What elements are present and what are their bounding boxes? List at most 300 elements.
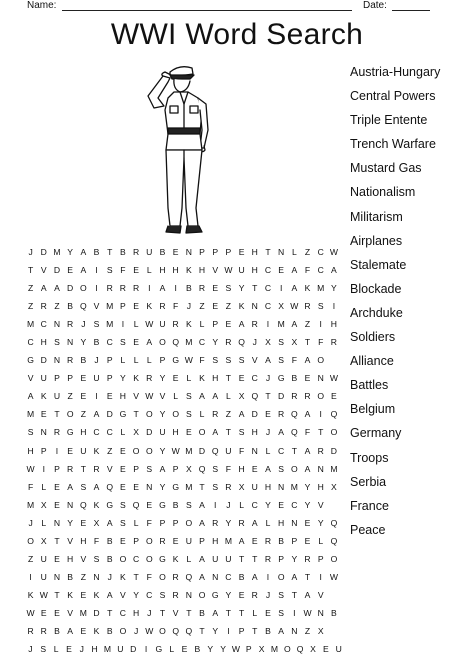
grid-letter[interactable]: Q — [291, 427, 298, 438]
grid-letter[interactable]: N — [251, 445, 258, 456]
grid-letter[interactable]: W — [290, 301, 299, 312]
grid-letter[interactable]: X — [185, 463, 192, 474]
grid-letter[interactable]: Z — [67, 391, 73, 402]
grid-letter[interactable]: T — [225, 427, 232, 438]
grid-letter[interactable]: V — [106, 463, 113, 474]
grid-letter[interactable]: N — [146, 481, 153, 492]
grid-letter[interactable]: I — [319, 571, 322, 582]
grid-letter[interactable]: B — [106, 553, 113, 564]
grid-letter[interactable]: X — [331, 481, 337, 492]
grid-letter[interactable]: E — [304, 535, 311, 546]
grid-letter[interactable]: P — [54, 373, 60, 384]
grid-letter[interactable]: J — [133, 625, 139, 636]
grid-letter[interactable]: P — [238, 625, 245, 636]
grid-letter[interactable]: X — [258, 644, 265, 655]
grid-letter[interactable]: A — [251, 517, 258, 528]
grid-letter[interactable]: T — [252, 553, 258, 564]
grid-letter[interactable]: Y — [225, 517, 232, 528]
grid-letter[interactable]: S — [40, 644, 47, 655]
grid-letter[interactable]: Y — [317, 517, 324, 528]
grid-letter[interactable]: E — [106, 391, 113, 402]
grid-letter[interactable]: P — [133, 463, 139, 474]
grid-letter[interactable]: E — [304, 517, 311, 528]
grid-letter[interactable]: Q — [185, 625, 193, 636]
grid-letter[interactable]: E — [54, 607, 60, 618]
grid-letter[interactable]: O — [145, 445, 153, 456]
grid-letter[interactable]: B — [67, 571, 74, 582]
grid-letter[interactable]: D — [198, 445, 206, 456]
grid-letter[interactable]: C — [225, 571, 232, 582]
grid-letter[interactable]: V — [317, 499, 324, 510]
grid-letter[interactable]: Y — [212, 337, 219, 348]
grid-letter[interactable]: M — [330, 463, 338, 474]
grid-letter[interactable]: U — [53, 391, 61, 402]
grid-letter[interactable]: P — [40, 445, 47, 456]
grid-letter[interactable]: G — [155, 644, 163, 655]
grid-letter[interactable]: S — [93, 553, 100, 564]
grid-letter[interactable]: E — [212, 283, 219, 294]
grid-letter[interactable]: E — [146, 499, 153, 510]
grid-letter[interactable]: P — [120, 301, 126, 312]
grid-letter[interactable]: N — [278, 247, 285, 257]
grid-letter[interactable]: N — [53, 355, 61, 366]
grid-letter[interactable]: A — [238, 535, 245, 546]
grid-letter[interactable]: E — [67, 445, 74, 456]
grid-letter[interactable]: E — [185, 427, 192, 438]
grid-letter[interactable]: F — [120, 265, 126, 276]
grid-letter[interactable]: S — [278, 463, 285, 474]
grid-letter[interactable]: A — [291, 571, 298, 582]
grid-letter[interactable]: K — [67, 589, 74, 600]
grid-letter[interactable]: T — [107, 247, 113, 257]
grid-letter[interactable]: I — [42, 463, 45, 474]
grid-letter[interactable]: O — [330, 427, 338, 438]
grid-letter[interactable]: C — [27, 337, 34, 348]
grid-letter[interactable]: U — [159, 427, 166, 438]
grid-letter[interactable]: E — [40, 607, 47, 618]
grid-letter[interactable]: X — [40, 499, 47, 510]
grid-letter[interactable]: P — [317, 553, 324, 564]
grid-letter[interactable]: Y — [331, 283, 337, 294]
grid-letter[interactable]: R — [67, 319, 74, 330]
grid-letter[interactable]: A — [199, 553, 205, 564]
grid-letter[interactable]: A — [54, 283, 60, 294]
grid-letter[interactable]: L — [226, 391, 231, 402]
grid-letter[interactable]: F — [291, 355, 297, 366]
grid-letter[interactable]: A — [106, 517, 113, 528]
grid-letter[interactable]: A — [199, 499, 205, 510]
grid-letter[interactable]: V — [251, 355, 258, 366]
grid-letter[interactable]: W — [145, 625, 154, 636]
grid-letter[interactable]: R — [264, 553, 272, 564]
grid-letter[interactable]: M — [106, 319, 114, 330]
grid-letter[interactable]: V — [27, 373, 34, 384]
grid-letter[interactable]: R — [317, 445, 324, 456]
grid-letter[interactable]: M — [185, 337, 193, 348]
grid-letter[interactable]: W — [231, 644, 240, 655]
grid-letter[interactable]: L — [133, 517, 139, 528]
grid-letter[interactable]: H — [278, 517, 285, 528]
date-write-line[interactable] — [392, 10, 430, 11]
grid-letter[interactable]: O — [159, 337, 166, 348]
grid-letter[interactable]: Y — [80, 337, 87, 348]
grid-letter[interactable]: Q — [80, 301, 87, 312]
grid-letter[interactable]: Q — [296, 644, 304, 655]
grid-letter[interactable]: R — [238, 517, 245, 528]
grid-letter[interactable]: E — [54, 499, 60, 510]
grid-letter[interactable]: S — [146, 463, 153, 474]
grid-letter[interactable]: W — [26, 607, 35, 618]
grid-letter[interactable]: E — [66, 644, 72, 655]
grid-letter[interactable]: G — [211, 589, 219, 600]
grid-letter[interactable]: D — [330, 445, 338, 456]
grid-letter[interactable]: V — [317, 589, 324, 600]
grid-letter[interactable]: W — [145, 319, 154, 330]
grid-letter[interactable]: X — [40, 535, 47, 546]
grid-letter[interactable]: L — [146, 355, 152, 366]
grid-letter[interactable]: K — [146, 301, 153, 312]
grid-letter[interactable]: K — [133, 373, 139, 384]
grid-letter[interactable]: H — [264, 481, 272, 492]
grid-letter[interactable]: A — [146, 337, 153, 348]
grid-letter[interactable]: I — [29, 571, 32, 582]
grid-letter[interactable]: C — [291, 499, 298, 510]
grid-letter[interactable]: I — [214, 499, 217, 510]
grid-letter[interactable]: M — [277, 319, 285, 330]
grid-letter[interactable]: R — [304, 301, 311, 312]
grid-letter[interactable]: B — [106, 535, 113, 546]
grid-letter[interactable]: N — [67, 337, 74, 348]
grid-letter[interactable]: T — [107, 607, 113, 618]
grid-letter[interactable]: U — [40, 553, 47, 564]
grid-letter[interactable]: I — [227, 625, 230, 636]
grid-letter[interactable]: R — [159, 535, 166, 546]
grid-letter[interactable]: N — [291, 517, 298, 528]
grid-letter[interactable]: S — [185, 499, 192, 510]
grid-letter[interactable]: O — [317, 391, 325, 402]
grid-letter[interactable]: J — [107, 571, 112, 582]
grid-letter[interactable]: E — [172, 535, 179, 546]
grid-letter[interactable]: S — [238, 427, 245, 438]
grid-letter[interactable]: M — [79, 607, 87, 618]
grid-letter[interactable]: T — [199, 481, 205, 492]
grid-letter[interactable]: Z — [27, 283, 34, 294]
grid-letter[interactable]: A — [278, 427, 285, 438]
grid-letter[interactable]: R — [212, 409, 219, 420]
grid-letter[interactable]: V — [212, 265, 219, 276]
grid-letter[interactable]: Y — [265, 499, 271, 510]
grid-letter[interactable]: H — [40, 337, 47, 348]
grid-letter[interactable]: E — [120, 463, 126, 474]
grid-letter[interactable]: W — [303, 607, 312, 618]
grid-letter[interactable]: Q — [172, 337, 179, 348]
grid-letter[interactable]: O — [27, 535, 34, 546]
grid-letter[interactable]: E — [238, 247, 245, 257]
grid-letter[interactable]: Q — [238, 337, 245, 348]
grid-letter[interactable]: E — [172, 247, 179, 257]
grid-letter[interactable]: G — [172, 481, 179, 492]
grid-letter[interactable]: P — [199, 247, 205, 257]
grid-letter[interactable]: Y — [133, 589, 139, 600]
grid-letter[interactable]: N — [278, 481, 285, 492]
grid-letter[interactable]: E — [80, 373, 87, 384]
grid-letter[interactable]: T — [54, 535, 60, 546]
grid-letter[interactable]: L — [133, 355, 139, 366]
grid-letter[interactable]: G — [172, 355, 179, 366]
grid-letter[interactable]: P — [278, 553, 285, 564]
grid-letter[interactable]: R — [53, 427, 61, 438]
grid-letter[interactable]: L — [53, 644, 59, 655]
grid-letter[interactable]: P — [159, 517, 166, 528]
grid-letter[interactable]: I — [319, 409, 322, 420]
grid-letter[interactable]: A — [80, 247, 87, 257]
grid-letter[interactable]: S — [278, 589, 285, 600]
grid-letter[interactable]: Q — [80, 499, 87, 510]
grid-letter[interactable]: Z — [304, 625, 311, 636]
grid-letter[interactable]: A — [238, 409, 245, 420]
grid-letter[interactable]: C — [317, 265, 324, 276]
grid-letter[interactable]: V — [80, 553, 87, 564]
grid-letter[interactable]: E — [265, 607, 271, 618]
grid-letter[interactable]: S — [80, 481, 87, 492]
grid-letter[interactable]: P — [133, 535, 139, 546]
grid-letter[interactable]: J — [81, 319, 86, 330]
grid-letter[interactable]: O — [145, 409, 153, 420]
grid-letter[interactable]: E — [278, 265, 285, 276]
grid-letter[interactable]: B — [278, 535, 285, 546]
grid-letter[interactable]: Y — [159, 445, 166, 456]
grid-letter[interactable]: B — [194, 644, 201, 655]
grid-letter[interactable]: L — [291, 247, 297, 257]
grid-letter[interactable]: Y — [159, 481, 166, 492]
grid-letter[interactable]: O — [159, 571, 166, 582]
grid-letter[interactable]: L — [146, 265, 152, 276]
grid-letter[interactable]: A — [212, 391, 219, 402]
grid-letter[interactable]: E — [80, 391, 87, 402]
grid-letter[interactable]: L — [120, 355, 126, 366]
grid-letter[interactable]: X — [310, 644, 316, 655]
grid-letter[interactable]: Y — [120, 373, 126, 384]
grid-letter[interactable]: A — [304, 589, 311, 600]
grid-letter[interactable]: O — [198, 589, 206, 600]
grid-letter[interactable]: O — [119, 625, 127, 636]
grid-letter[interactable]: G — [119, 409, 127, 420]
grid-letter[interactable]: T — [252, 283, 258, 294]
grid-letter[interactable]: X — [238, 391, 245, 402]
grid-letter[interactable]: F — [146, 571, 152, 582]
grid-letter[interactable]: T — [291, 589, 297, 600]
grid-letter[interactable]: L — [252, 607, 258, 618]
grid-letter[interactable]: A — [304, 463, 311, 474]
grid-letter[interactable]: J — [147, 607, 152, 618]
grid-letter[interactable]: T — [27, 265, 34, 276]
grid-letter[interactable]: S — [120, 499, 126, 510]
grid-letter[interactable]: D — [93, 607, 100, 618]
grid-letter[interactable]: Z — [199, 301, 205, 312]
name-write-line[interactable] — [62, 10, 352, 11]
grid-letter[interactable]: Z — [27, 301, 34, 312]
grid-letter[interactable]: O — [185, 517, 193, 528]
grid-letter[interactable]: W — [224, 265, 233, 276]
grid-letter[interactable]: A — [238, 319, 245, 330]
grid-letter[interactable]: K — [185, 319, 192, 330]
grid-letter[interactable]: P — [212, 247, 219, 257]
grid-letter[interactable]: O — [317, 355, 325, 366]
grid-letter[interactable]: D — [67, 283, 74, 294]
grid-letter[interactable]: X — [278, 301, 285, 312]
grid-letter[interactable]: U — [238, 265, 245, 276]
grid-letter[interactable]: S — [159, 589, 166, 600]
grid-letter[interactable]: X — [133, 427, 139, 438]
grid-letter[interactable]: L — [173, 391, 179, 402]
grid-letter[interactable]: N — [67, 499, 74, 510]
grid-letter[interactable]: J — [226, 499, 231, 510]
grid-letter[interactable]: S — [93, 319, 100, 330]
grid-letter[interactable]: V — [159, 391, 166, 402]
grid-letter[interactable]: V — [120, 589, 126, 600]
grid-letter[interactable]: B — [106, 625, 113, 636]
grid-letter[interactable]: P — [159, 355, 166, 366]
grid-letter[interactable]: H — [67, 553, 74, 564]
grid-letter[interactable]: S — [278, 337, 285, 348]
grid-letter[interactable]: S — [225, 283, 232, 294]
grid-letter[interactable]: C — [106, 337, 113, 348]
grid-letter[interactable]: B — [80, 355, 87, 366]
grid-letter[interactable]: K — [93, 589, 100, 600]
grid-letter[interactable]: X — [93, 517, 100, 528]
grid-letter[interactable]: B — [265, 625, 271, 636]
grid-letter[interactable]: D — [278, 391, 285, 402]
grid-letter[interactable]: A — [93, 481, 100, 492]
grid-letter[interactable]: G — [27, 355, 34, 366]
grid-letter[interactable]: J — [28, 644, 33, 655]
grid-letter[interactable]: C — [251, 373, 258, 384]
grid-letter[interactable]: O — [66, 409, 74, 420]
grid-letter[interactable]: A — [40, 283, 47, 294]
grid-letter[interactable]: I — [174, 283, 177, 294]
grid-letter[interactable]: R — [146, 373, 153, 384]
grid-letter[interactable]: Z — [225, 301, 232, 312]
grid-letter[interactable]: X — [317, 625, 324, 636]
grid-letter[interactable]: H — [172, 427, 179, 438]
grid-letter[interactable]: E — [238, 589, 245, 600]
grid-letter[interactable]: R — [172, 589, 179, 600]
grid-letter[interactable]: R — [212, 517, 219, 528]
grid-letter[interactable]: W — [26, 463, 35, 474]
grid-letter[interactable]: A — [291, 265, 298, 276]
grid-letter[interactable]: L — [120, 427, 126, 438]
grid-letter[interactable]: T — [265, 391, 271, 402]
grid-letter[interactable]: D — [130, 644, 137, 655]
grid-letter[interactable]: E — [225, 319, 232, 330]
grid-letter[interactable]: U — [80, 445, 87, 456]
grid-letter[interactable]: C — [264, 301, 272, 312]
grid-letter[interactable]: A — [199, 517, 205, 528]
grid-letter[interactable]: F — [93, 535, 100, 546]
grid-letter[interactable]: V — [67, 607, 74, 618]
grid-letter[interactable]: F — [27, 481, 34, 492]
grid-letter[interactable]: F — [225, 463, 232, 474]
grid-letter[interactable]: M — [27, 409, 35, 420]
grid-letter[interactable]: U — [225, 445, 232, 456]
grid-letter[interactable]: B — [120, 247, 126, 257]
grid-letter[interactable]: D — [251, 409, 258, 420]
grid-letter[interactable]: H — [212, 535, 219, 546]
grid-letter[interactable]: K — [199, 373, 205, 384]
grid-letter[interactable]: N — [185, 589, 192, 600]
grid-letter[interactable]: V — [67, 535, 74, 546]
grid-letter[interactable]: W — [329, 247, 338, 257]
grid-letter[interactable]: R — [119, 283, 127, 294]
grid-letter[interactable]: P — [291, 535, 298, 546]
grid-letter[interactable]: N — [53, 319, 61, 330]
grid-letter[interactable]: E — [120, 445, 126, 456]
grid-letter[interactable]: E — [120, 535, 126, 546]
grid-letter[interactable]: O — [291, 463, 298, 474]
grid-letter[interactable]: F — [146, 517, 152, 528]
grid-letter[interactable]: S — [54, 337, 60, 348]
grid-letter[interactable]: J — [265, 427, 271, 438]
grid-letter[interactable]: N — [185, 247, 192, 257]
grid-letter[interactable]: P — [245, 644, 252, 655]
grid-letter[interactable]: M — [185, 445, 193, 456]
grid-letter[interactable]: M — [53, 247, 61, 257]
grid-letter[interactable]: E — [304, 373, 311, 384]
grid-letter[interactable]: W — [39, 589, 48, 600]
grid-letter[interactable]: U — [117, 644, 124, 655]
grid-letter[interactable]: A — [331, 265, 337, 276]
grid-letter[interactable]: T — [265, 247, 271, 257]
grid-letter[interactable]: C — [132, 553, 140, 564]
grid-letter[interactable]: R — [172, 571, 179, 582]
grid-letter[interactable]: A — [304, 355, 311, 366]
grid-letter[interactable]: A — [212, 427, 219, 438]
grid-letter[interactable]: T — [54, 589, 60, 600]
grid-letter[interactable]: E — [251, 463, 258, 474]
grid-letter[interactable]: A — [159, 283, 166, 294]
grid-letter[interactable]: I — [332, 301, 336, 312]
grid-letter[interactable]: E — [40, 409, 47, 420]
grid-letter[interactable]: L — [239, 499, 244, 510]
grid-letter[interactable]: M — [27, 319, 35, 330]
grid-letter[interactable]: T — [54, 409, 60, 420]
grid-letter[interactable]: R — [304, 391, 311, 402]
grid-letter[interactable]: J — [252, 337, 257, 348]
grid-letter[interactable]: Q — [330, 517, 338, 528]
grid-letter[interactable]: S — [106, 265, 113, 276]
grid-letter[interactable]: R — [172, 319, 179, 330]
grid-letter[interactable]: A — [27, 391, 34, 402]
grid-letter[interactable]: K — [120, 571, 126, 582]
grid-letter[interactable]: R — [225, 337, 232, 348]
grid-letter[interactable]: R — [40, 625, 47, 636]
grid-letter[interactable]: A — [212, 607, 219, 618]
grid-letter[interactable]: I — [144, 644, 148, 655]
grid-letter[interactable]: X — [291, 337, 298, 348]
grid-letter[interactable]: C — [278, 445, 285, 456]
grid-letter[interactable]: R — [304, 553, 311, 564]
grid-letter[interactable]: Q — [330, 409, 338, 420]
grid-letter[interactable]: E — [133, 481, 139, 492]
grid-letter[interactable]: R — [225, 481, 232, 492]
grid-letter[interactable]: K — [93, 499, 100, 510]
grid-letter[interactable]: E — [133, 265, 139, 276]
grid-letter[interactable]: T — [318, 427, 324, 438]
grid-letter[interactable]: H — [238, 463, 245, 474]
grid-letter[interactable]: Q — [185, 571, 193, 582]
grid-letter[interactable]: R — [291, 391, 298, 402]
grid-letter[interactable]: I — [95, 391, 98, 402]
